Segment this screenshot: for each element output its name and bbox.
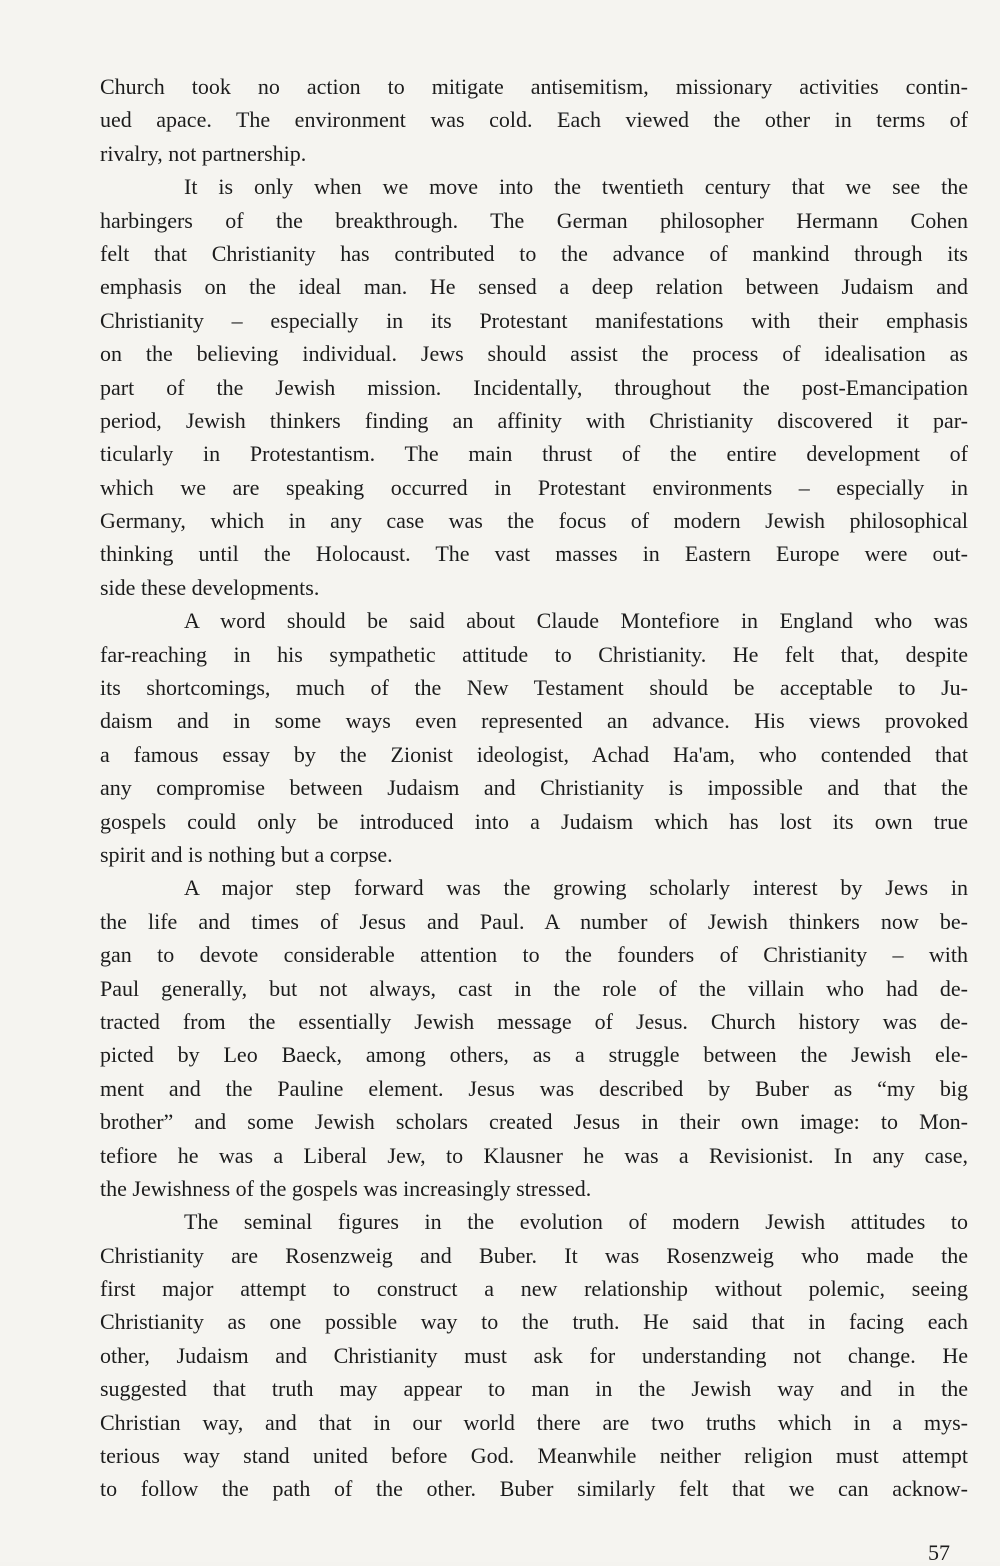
text-line: tracted from the essentially Jewish message of Jesus. Church history was de- [100, 1008, 968, 1034]
text-line: rivalry, not partnership. [100, 140, 307, 166]
text-line: Christianity as one possible way to the truth. He said that in facing each [100, 1309, 968, 1335]
text-line: a famous essay by the Zionist ideologist, Achad Ha'am, who contended that [100, 741, 968, 767]
text-line: on the believing individual. Jews should assist the process of idealisation as [100, 341, 968, 367]
text-line: tefiore he was a Liberal Jew, to Klausner he was a Revisionist. In any case, [100, 1142, 968, 1168]
text-line: to follow the path of the other. Buber similarly felt that we can acknow- [100, 1476, 968, 1502]
text-line: its shortcomings, much of the New Testament should be acceptable to Ju- [100, 675, 968, 701]
text-line: picted by Leo Baeck, among others, as a struggle between the Jewish ele- [100, 1042, 968, 1068]
text-line: brother” and some Jewish scholars created Jesus in their own image: to Mon- [100, 1109, 968, 1135]
text-line: ment and the Pauline element. Jesus was described by Buber as “my big [100, 1075, 968, 1101]
text-line: gan to devote considerable attention to the founders of Christianity – with [100, 942, 968, 968]
text-line: harbingers of the breakthrough. The German philosopher Hermann Cohen [100, 207, 968, 233]
paragraph-first-line: It is only when we move into the twentieth century that we see the [184, 174, 968, 200]
text-line: terious way stand united before God. Meanwhile neither religion must attempt [100, 1443, 968, 1469]
text-line: the life and times of Jesus and Paul. A number of Jewish thinkers now be- [100, 908, 968, 934]
text-line: far-reaching in his sympathetic attitude to Christianity. He felt that, despite [100, 641, 968, 667]
text-line: suggested that truth may appear to man in the Jewish way and in the [100, 1376, 968, 1402]
text-line: side these developments. [100, 574, 320, 600]
text-line: which we are speaking occurred in Protestant environments – especially in [100, 474, 968, 500]
page-number: 57 [928, 1540, 950, 1565]
text-line: any compromise between Judaism and Christianity is impossible and that the [100, 775, 968, 801]
text-line: Christian way, and that in our world there are two truths which in a mys- [100, 1409, 968, 1435]
text-line: the Jewishness of the gospels was increasingly stressed. [100, 1175, 592, 1201]
paragraph-first-line: The seminal figures in the evolution of modern Jewish attitudes to [184, 1209, 968, 1235]
body-text [100, 70, 968, 1506]
text-line: daism and in some ways even represented an advance. His views provoked [100, 708, 968, 734]
text-line: emphasis on the ideal man. He sensed a deep relation between Judaism and [100, 274, 968, 300]
text-line: first major attempt to construct a new relationship without polemic, seeing [100, 1276, 968, 1302]
text-line: period, Jewish thinkers finding an affinity with Christianity discovered it par- [100, 407, 968, 433]
text-line: spirit and is nothing but a corpse. [100, 841, 393, 867]
text-line: gospels could only be introduced into a Judaism which has lost its own true [100, 808, 968, 834]
text-line: felt that Christianity has contributed to the advance of mankind through its [100, 240, 968, 266]
text-line: Christianity – especially in its Protestant manifestations with their emphasis [100, 307, 968, 333]
text-line: ued apace. The environment was cold. Each viewed the other in terms of [100, 107, 968, 133]
paragraph-first-line: A word should be said about Claude Montefiore in England who was [184, 608, 968, 634]
text-line: Christianity are Rosenzweig and Buber. It was Rosenzweig who made the [100, 1242, 968, 1268]
paragraph-first-line: A major step forward was the growing scholarly interest by Jews in [184, 875, 968, 901]
text-line: thinking until the Holocaust. The vast masses in Eastern Europe were out- [100, 541, 968, 567]
text-line: part of the Jewish mission. Incidentally, throughout the post-Emancipation [100, 374, 968, 400]
text-line: Germany, which in any case was the focus of modern Jewish philosophical [100, 508, 968, 534]
text-line: other, Judaism and Christianity must ask for understanding not change. He [100, 1342, 968, 1368]
text-line: ticularly in Protestantism. The main thrust of the entire development of [100, 441, 968, 467]
text-line: Paul generally, but not always, cast in the role of the villain who had de- [100, 975, 968, 1001]
text-line: Church took no action to mitigate antisemitism, missionary activities contin- [100, 74, 968, 99]
